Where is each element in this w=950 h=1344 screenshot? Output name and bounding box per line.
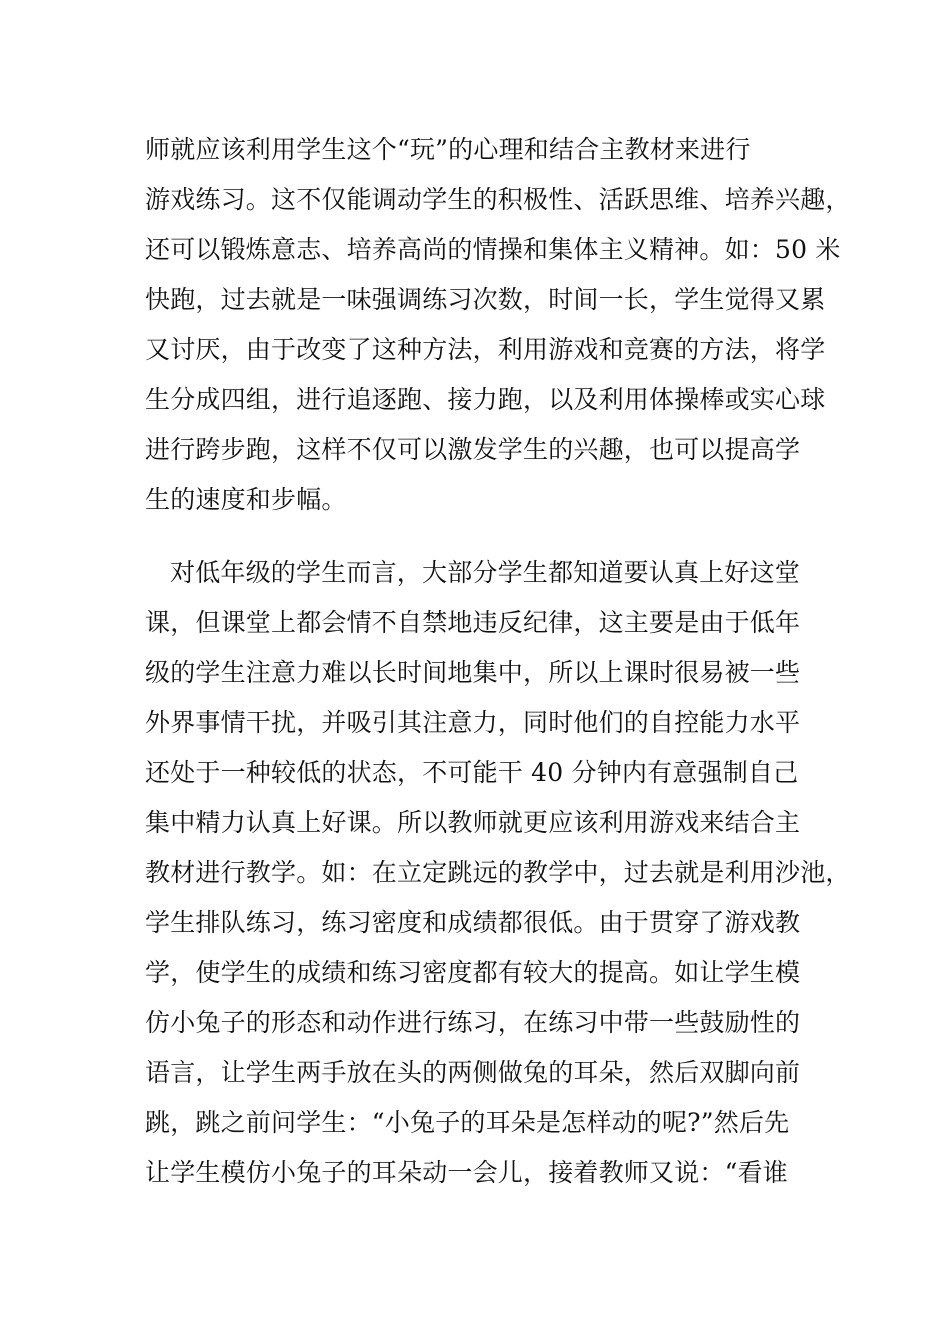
text-line: 游戏练习。这不仅能调动学生的积极性、活跃思维、培养兴趣， [145,185,851,214]
text-line: 学，使学生的成绩和练习密度都有较大的提高。如让学生模 [145,958,801,987]
text-line: 还可以锻炼意志、培养高尚的情操和集体主义精神。如：50 米 [145,235,841,264]
text-line: 跳，跳之前问学生：“小兔子的耳朵是怎样动的呢?”然后先 [145,1108,790,1137]
text-line: 外界事情干扰，并吸引其注意力，同时他们的自控能力水平 [145,708,801,737]
text-line: 级的学生注意力难以长时间地集中，所以上课时很易被一些 [145,658,801,687]
text-line: 集中精力认真上好课。所以教师就更应该利用游戏来结合主 [145,808,801,837]
text-line: 进行跨步跑，这样不仅可以激发学生的兴趣，也可以提高学 [145,435,801,464]
text-line: 师就应该利用学生这个“玩”的心理和结合主教材来进行 [145,135,751,164]
text-line: 语言，让学生两手放在头的两侧做兔的耳朵，然后双脚向前 [145,1058,801,1087]
text-line: 仿小兔子的形态和动作进行练习，在练习中带一些鼓励性的 [145,1008,801,1037]
text-line: 又讨厌，由于改变了这种方法，利用游戏和竞赛的方法，将学 [145,335,826,364]
text-line: 生的速度和步幅。 [145,485,347,514]
text-line: 生分成四组，进行追逐跑、接力跑，以及利用体操棒或实心球 [145,385,826,414]
text-line: 教材进行教学。如：在立定跳远的教学中，过去就是利用沙池， [145,858,851,887]
text-line: 课，但课堂上都会情不自禁地违反纪律，这主要是由于低年 [145,608,801,637]
text-line: 学生排队练习，练习密度和成绩都很低。由于贯穿了游戏教 [145,908,801,937]
text-line: 对低年级的学生而言，大部分学生都知道要认真上好这堂 [170,558,801,587]
text-line: 还处于一种较低的状态，不可能干 40 分钟内有意强制自己 [145,758,799,787]
text-line: 让学生模仿小兔子的耳朵动一会儿，接着教师又说：“看谁 [145,1158,788,1187]
text-line: 快跑，过去就是一味强调练习次数，时间一长，学生觉得又累 [145,285,826,314]
